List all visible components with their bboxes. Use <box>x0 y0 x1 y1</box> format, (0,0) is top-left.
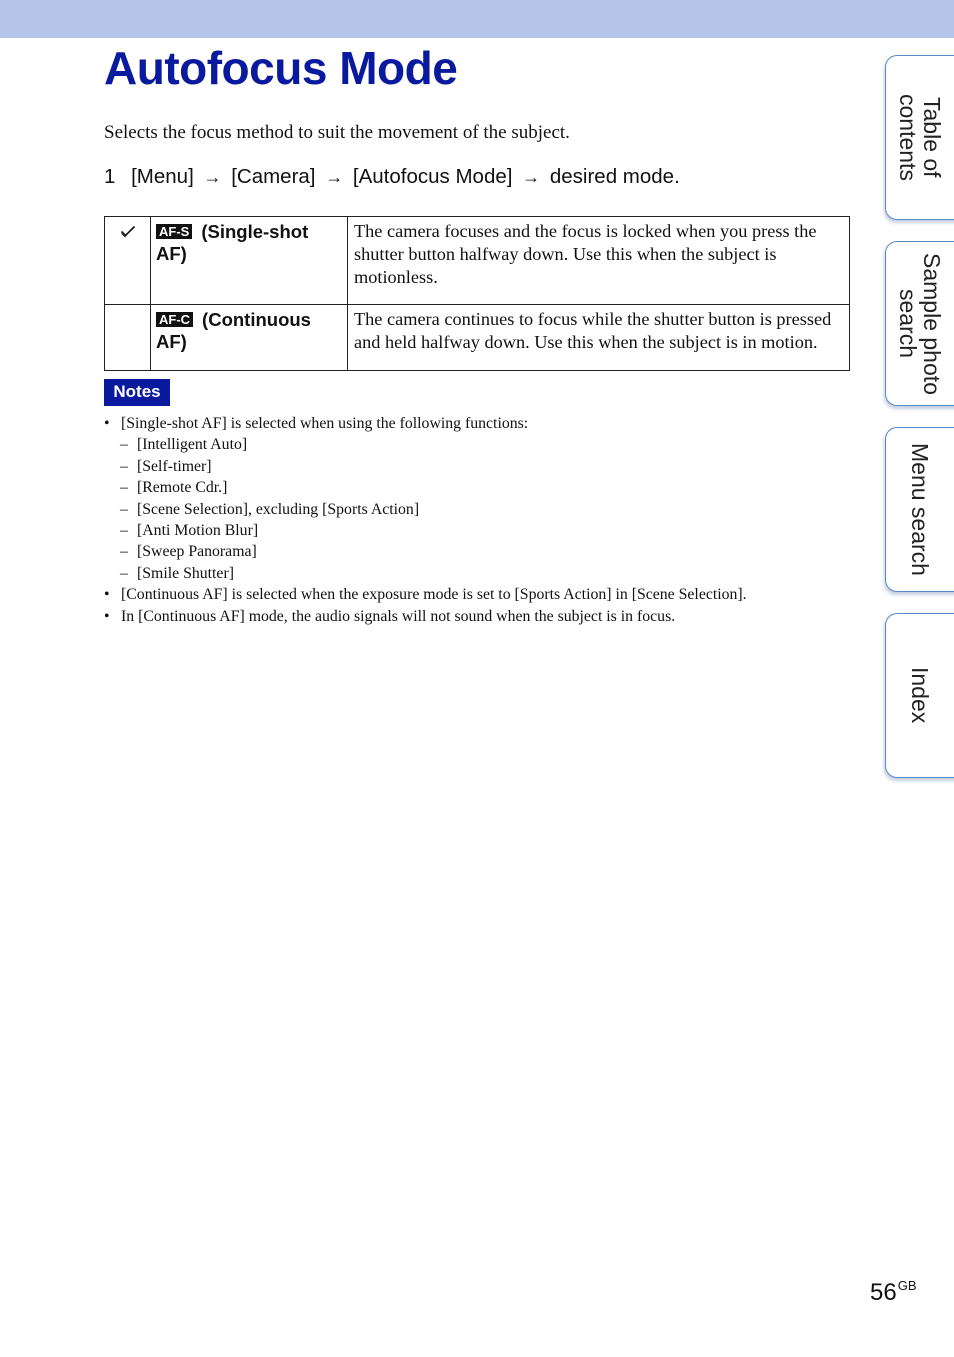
header-band <box>0 0 954 38</box>
tab-label: Menu search <box>907 443 933 576</box>
list-subitem: – [Remote Cdr.] <box>104 477 844 498</box>
list-subitem: – [Sweep Panorama] <box>104 541 844 562</box>
intro-text: Selects the focus method to suit the movement of the subject. <box>104 122 570 143</box>
mode-name-cell <box>151 305 348 371</box>
mode-label: (Continuous AF) <box>156 309 311 352</box>
mode-name-cell <box>151 217 348 305</box>
af-s-icon: AF-S <box>156 224 192 239</box>
mode-description: The camera focuses and the focus is locked when you press the shutter button halfway down. Use this when the subject is motionless. <box>348 217 850 305</box>
list-item: • [Single-shot AF] is selected when using the following functions: <box>104 413 844 434</box>
table-row <box>105 305 850 371</box>
tab-sample-photo-search[interactable] <box>885 241 954 406</box>
default-marker-cell <box>105 305 151 371</box>
mode-table <box>104 216 850 371</box>
menu-path-camera: [Camera] <box>231 165 316 188</box>
list-subitem: – [Self-timer] <box>104 456 844 477</box>
page-suffix: GB <box>897 1278 917 1293</box>
tab-label: Sample photo search <box>895 252 945 395</box>
tab-table-of-contents[interactable] <box>885 55 954 220</box>
tab-menu-search[interactable] <box>885 427 954 592</box>
list-subitem: – [Anti Motion Blur] <box>104 520 844 541</box>
menu-path-autofocus-mode: [Autofocus Mode] <box>352 165 513 188</box>
checkmark-icon <box>120 225 136 238</box>
table-row <box>105 217 850 305</box>
mode-description: The camera continues to focus while the shutter button is pressed and held halfway down. Use this when the subject is in motion. <box>348 305 850 371</box>
default-marker-cell <box>105 217 151 305</box>
menu-path-menu: [Menu] <box>131 165 194 188</box>
list-subitem: – [Scene Selection], excluding [Sports Action] <box>104 499 844 520</box>
list-subitem: – [Smile Shutter] <box>104 563 844 584</box>
arrow-right-icon: → <box>325 167 344 187</box>
tab-label: Table of contents <box>895 94 945 181</box>
arrow-right-icon: → <box>522 167 541 187</box>
notes-list <box>104 413 844 627</box>
page-number: $56^{GB}$ <box>870 1278 917 1306</box>
menu-path-desired-mode: desired mode. <box>549 165 680 188</box>
menu-path-step <box>104 163 680 191</box>
list-subitem: – [Intelligent Auto] <box>104 434 844 455</box>
tab-label: Index <box>907 667 933 724</box>
arrow-right-icon: → <box>203 167 222 187</box>
list-item: • In [Continuous AF] mode, the audio signals will not sound when the subject is in focus. <box>104 606 844 627</box>
af-c-icon: AF-C <box>156 312 193 327</box>
step-number: 1 <box>104 165 116 188</box>
tab-index[interactable] <box>885 613 954 778</box>
list-item: • [Continuous AF] is selected when the exposure mode is set to [Sports Action] in [Scene Selection]. <box>104 584 844 605</box>
page-title: Autofocus Mode <box>104 42 458 94</box>
notes-label: Notes <box>104 379 170 406</box>
mode-label: (Single-shot AF) <box>156 221 309 264</box>
